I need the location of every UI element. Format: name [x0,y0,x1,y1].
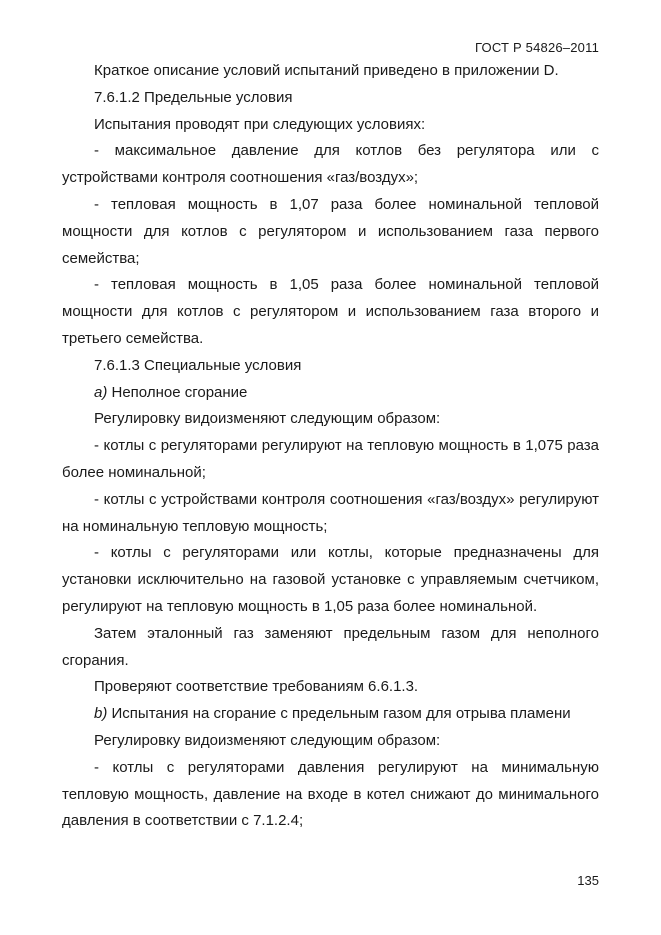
subsection-heading [62,380,599,407]
item-marker: а) [94,383,108,401]
subsection-heading [62,701,599,728]
item-marker: b) [94,705,108,723]
subsection-title: Неполное сгорание [107,383,248,401]
list-item: - котлы с регуляторами давления регулируют на минимальную тепловую мощность, давление на входе в котел снижают до минимального давления в соответствии с 7.1.2.4; [62,758,599,830]
paragraph: Краткое описание условий испытаний приведено в приложении D. [94,62,559,79]
list-item: - тепловая мощность в 1,07 раза более номинальной тепловой мощности для котлов с регулятором и использованием газа первого семейства; [62,195,599,267]
document-code: ГОСТ Р 54826–2011 [475,40,599,55]
paragraph: Затем эталонный газ заменяют предельным газом для неполного сгорания. [62,624,599,669]
section-heading: 7.6.1.3 Специальные условия [94,356,302,374]
list-item: - тепловая мощность в 1,05 раза более номинальной тепловой мощности для котлов с регулятором и использованием газа второго и третьего семейства. [62,276,599,347]
section-heading: 7.6.1.2 Предельные условия [94,88,293,106]
paragraph: Регулировку видоизменяют следующим образом: [94,410,441,428]
list-item: - котлы с регуляторами регулируют на тепловую мощность в 1,075 раза более номинальной; [62,437,599,481]
page-number: 135 [577,873,599,888]
list-item: - максимальное давление для котлов без регулятора или с устройствами контроля соотношения «газ/воздух»; [62,142,599,187]
subsection-title: Испытания на сгорание с предельным газом для отрыва пламени [107,705,571,723]
list-item: - котлы с регуляторами или котлы, которые предназначены для установки исключительно на газовой установке с управляемым счетчиком, регулируют на тепловую мощность в 1,05 раза более номинальной. [62,544,599,615]
paragraph: Испытания проводят при следующих условиях: [94,115,426,133]
paragraph: Проверяют соответствие требованиям 6.6.1.3. [94,678,419,696]
list-item: - котлы с устройствами контроля соотношения «газ/воздух» регулируют на номинальную тепловую мощность; [62,490,599,535]
paragraph: Регулировку видоизменяют следующим образом: [94,731,441,749]
document-body [62,58,599,835]
